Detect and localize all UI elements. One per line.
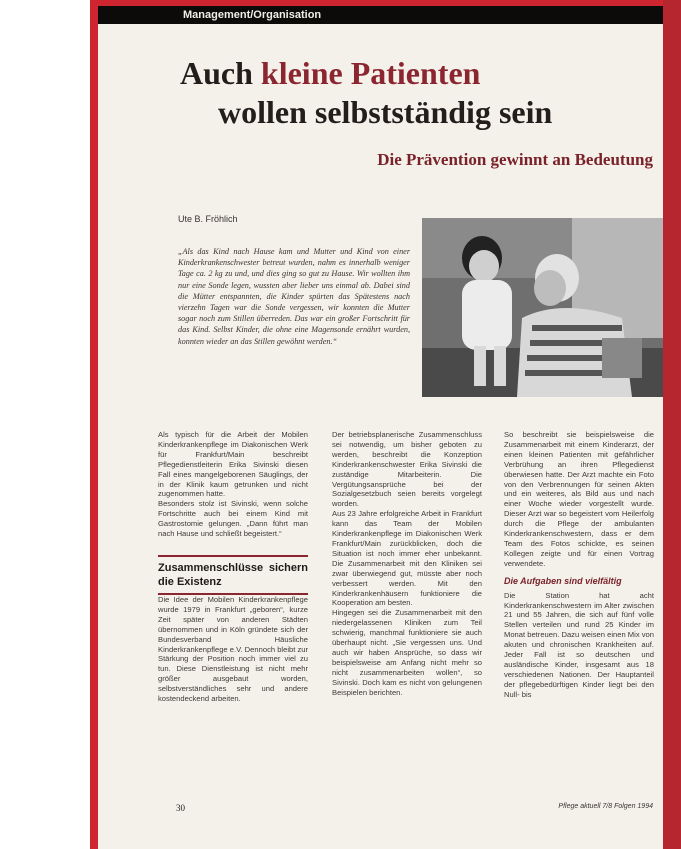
page-number: 30 xyxy=(176,803,185,813)
paragraph: Hingegen sei die Zusammenarbeit mit den niedergelassenen Kliniken zum Teil schwierig, manchmal funktioniere sie auch überhaupt nicht. „Sie vergessen uns. Und auch wir haben Ansprüche, so dass wir beispielsweise am Anfang nicht mehr so nicht zusammenarbeiten wollen“, so Sivinski. Doch kam es nicht von gelungenen Beispielen berichten. xyxy=(332,608,482,697)
subheading: Zusammenschlüsse sichern die Existenz xyxy=(158,555,308,595)
paragraph: So beschreibt sie beispielsweise die Zusammenarbeit mit einem Kinderarzt, der einen kleinen Patienten mit gefährlicher Verbrühung an ihren Pflegedienst überwiesen hatte. Der Arzt machte ein Foto von den Verbrennungen für seinen Akten und ein weiteres, als Bild aus und nach einer Woche wieder vorgestellt wurde. Dieser Arzt war so begeistert vom Heilerfolg durch die Pflege der ambulanten Kinderkrankenschwestern, dass er dem Team des Fotos schickte, es seinen Kollegen zeigte und für einen Vortrag verwendete. xyxy=(504,430,654,568)
magazine-page xyxy=(98,6,663,849)
subheading: Die Aufgaben sind vielfältig xyxy=(504,575,622,586)
paragraph: Besonders stolz ist Sivinski, wenn solche Fortschritte auch bei einem Kind mit Gastrostomie gelungen. „Dann führt man nach Hause und schließt begeistert.“ xyxy=(158,499,308,539)
intro-quote: „Als das Kind nach Hause kam und Mutter und Kind von einer Kinderkrankenschwester betreut wurden, nahm es innerhalb weniger Tage ca. 2 kg zu und, und dies ging so gut zu Hause. Wir wollten ihm nur eine Sonde legen, wussten aber lieber uns einmal ab. Dabei sind die Mütter entspannten, die Kinder spürten das Spätestens nach vierzehn Tagen war die Sonde vergessen, wir konnten die Mutter sogar noch zum Stillen überreden. Das war ein großer Fortschritt für das Kind. Selbst Kinder, die ohne eine Magensonde ernährt wurden, konnten wieder an das Stillen gewöhnt werden.“ xyxy=(178,247,410,346)
red-page-edge-left xyxy=(90,0,98,849)
paragraph: Aus 23 Jahre erfolgreiche Arbeit in Frankfurt kann das Team der Mobilen Kinderkrankenpflege im Diakonischen Werk Frankfurt/Main zurückblicken, doch die Situation ist noch immer eher unbekannt. Die Zusammenarbeit mit den Kliniken sei zwar überwiegend gut, müsste aber noch verbessert werden. Mit den Kinderkrankenhäusern funktioniere die Kooperation am besten. xyxy=(332,509,482,608)
paragraph: Die Station hat acht Kinderkrankenschwestern im Alter zwischen 21 und 55 Jahren, die sich auf fünf volle Stellen verteilen und rund 25 Kinder im Monat betreuen. Dazu weisen einen Mix von akuten und chronischen Krankheiten auf. Jeder Fall ist so deutschen und ausländische Kinder, insgesamt aus 18 verschiedenen Nationen. Der Hauptanteil der pflegebedürftigen Kinder liegt bei den Null- bis xyxy=(504,590,654,699)
article-title-line2: wollen selbstständig sein xyxy=(218,94,553,130)
title-accent: kleine Patienten xyxy=(260,55,481,91)
title-part1: Auch xyxy=(180,55,261,91)
article-photo xyxy=(422,218,663,397)
paragraph: Die Idee der Mobilen Kinderkrankenpflege wurde 1979 in Frankfurt „geboren“, kurze Zeit später von anderen Städten übernommen und in Köln gründete sich der Bundesverband Häusliche Kinderkrankenpflege e.V. Dennoch bleibt zur Stärkung der Position noch immer viel zu tun. Diese Dienstleistung ist nicht mehr größer ausgebaut worden, selbstverständliches sehr und andere kostendeckend arbeiten. xyxy=(158,594,309,704)
text-column-2 xyxy=(332,430,482,697)
text-column-1 xyxy=(158,430,308,704)
article-title-line1 xyxy=(180,54,480,92)
section-header: Management/Organisation xyxy=(98,6,663,24)
paragraph: Der betriebsplanerische Zusammenschluss sei notwendig, um bisher geboten zu werden, beschreibt die Konzeption Kinderkrankenschwester Erika Sivinski die zuständige Mitarbeiterin. Die Vergütungsansprüche bei der Sozialgesetzbuch seien bereits vorgelegt worden. xyxy=(332,430,482,509)
paragraph: Als typisch für die Arbeit der Mobilen Kinderkrankenpflege im Diakonischen Werk für Frankfurt/Main beschreibt Pflegedienstleiterin Erika Sivinski diesen Fall eines mangelgeborenen Säuglings, der in der Klinik kaum getrunken und nicht zugenommen hatte. xyxy=(158,430,308,499)
journal-footer: Pflege aktuell 7/8 Folgen 1994 xyxy=(558,803,653,810)
article-subtitle: Die Prävention gewinnt an Bedeutung xyxy=(377,150,653,169)
child-and-mother-photo-illustration xyxy=(422,218,663,397)
text-column-3 xyxy=(504,430,654,700)
red-page-edge-right xyxy=(663,0,681,849)
author-byline: Ute B. Fröhlich xyxy=(178,214,238,224)
